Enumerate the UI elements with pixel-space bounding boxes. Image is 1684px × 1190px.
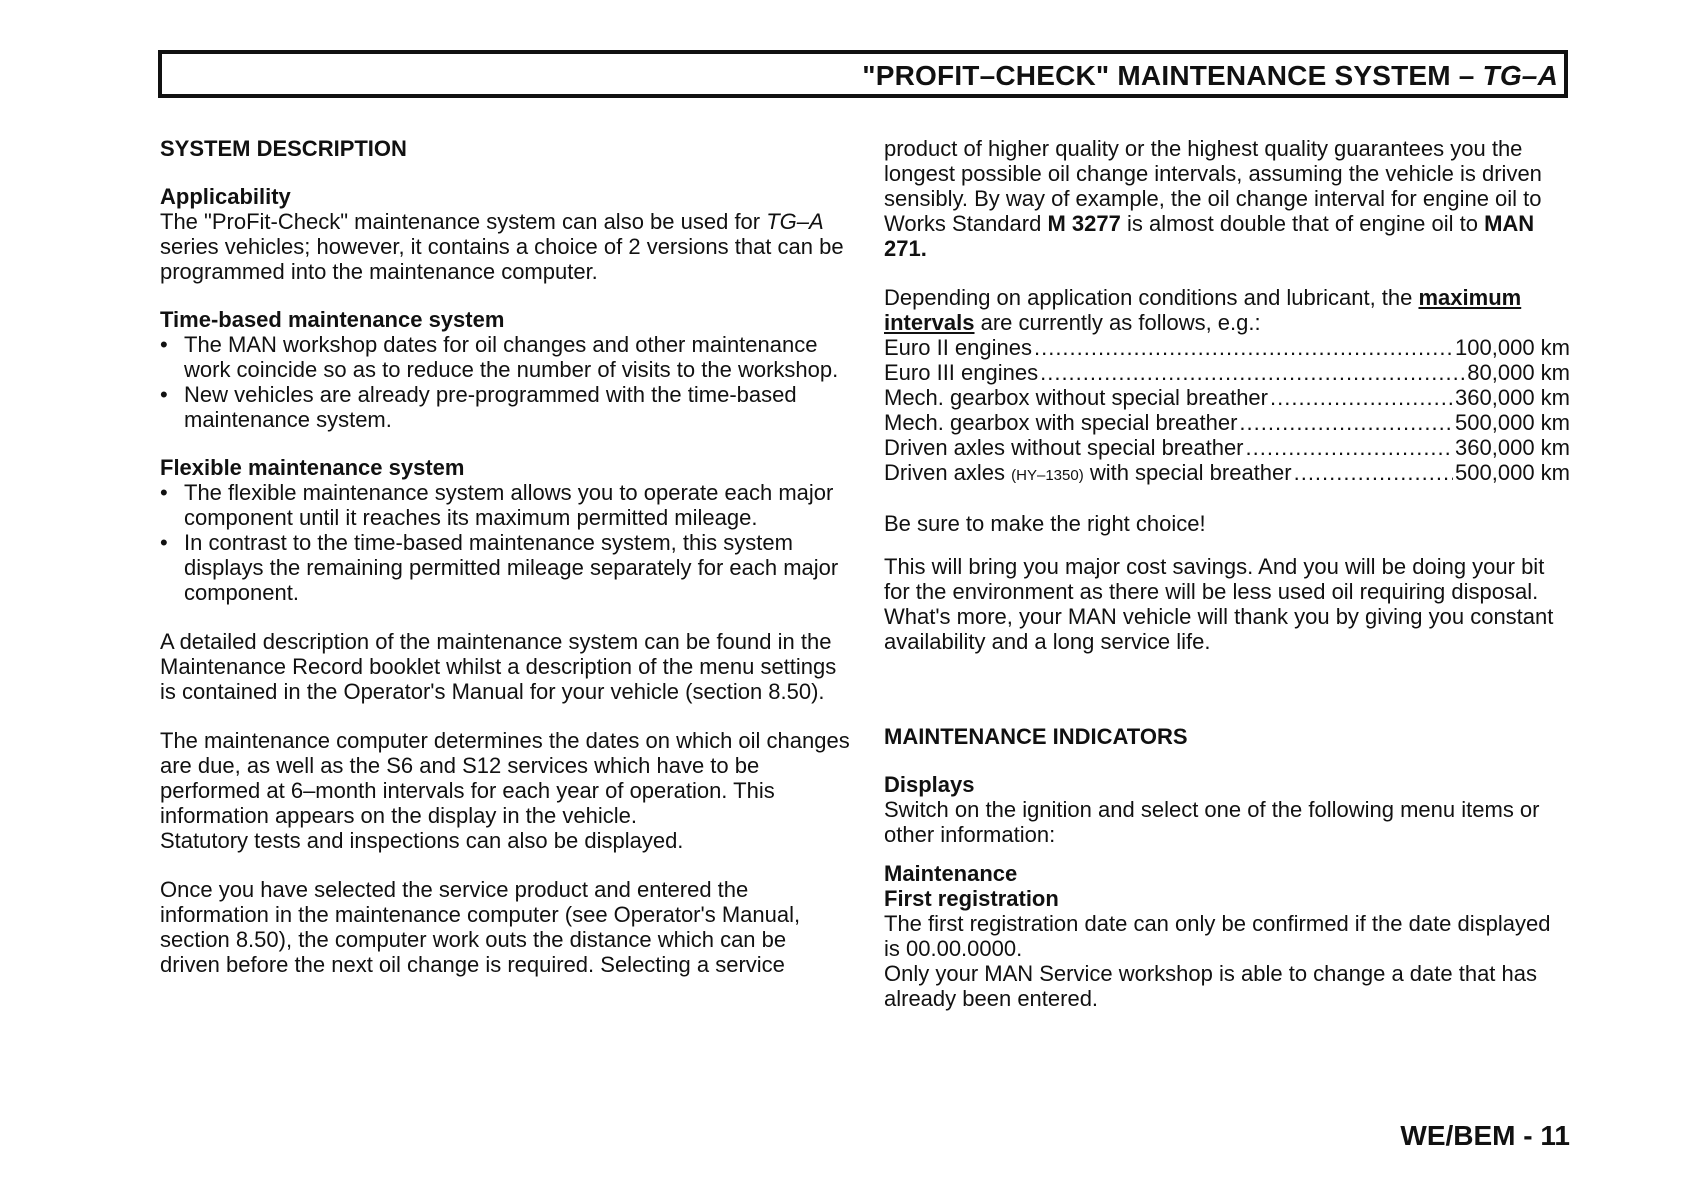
interval-value: 500,000 km <box>1455 410 1570 435</box>
subheading-applicability: Applicability <box>160 184 291 209</box>
paragraph-change-date: Only your MAN Service workshop is able to change a date that has already been entered. <box>884 961 1538 1011</box>
interval-label: Mech. gearbox without special breather <box>884 385 1268 410</box>
interval-label: Mech. gearbox with special breather <box>884 410 1238 435</box>
list-item: • The flexible maintenance system allows you to operate each major component until it reaches its maximum permitted mileage. <box>160 480 850 530</box>
time-based-list <box>160 332 850 432</box>
subheading-flexible: Flexible maintenance system <box>160 455 465 480</box>
page-header-title: "PROFIT–CHECK" MAINTENANCE SYSTEM – TG–A <box>862 60 1558 91</box>
interval-value: 360,000 km <box>1455 385 1570 410</box>
interval-row <box>884 360 1570 385</box>
subheading-displays: Displays <box>884 772 975 797</box>
paragraph-service-product: Once you have selected the service product and entered the information in the maintenance computer (see Operator's Manual, section 8.50), the computer work outs the distance which can be driven before the next oil change is required. Selecting a service <box>160 877 801 977</box>
paragraph-cost-savings: This will bring you major cost savings. And you will be doing your bit for the environment as there will be less used oil requiring disposal. What's more, your MAN vehicle will thank you by giving you constant availability and a long service life. <box>884 554 1554 654</box>
paragraph-maximum-intervals: Depending on application conditions and lubricant, the maximum intervals are currently as follows, e.g.: <box>884 285 1522 335</box>
list-item: • In contrast to the time-based maintenance system, this system displays the remaining permitted mileage separately for each major component. <box>160 530 850 605</box>
page-header-box <box>158 50 1568 98</box>
paragraph-detailed-description: A detailed description of the maintenance system can be found in the Maintenance Record booklet whilst a description of the menu settings is contained in the Operator's Manual for your vehicle (section 8.50). <box>160 629 837 704</box>
section-heading-maintenance-indicators: MAINTENANCE INDICATORS <box>884 724 1188 749</box>
paragraph-statutory-tests: Statutory tests and inspections can also be displayed. <box>160 828 684 853</box>
flexible-list <box>160 480 850 605</box>
paragraph-displays: Switch on the ignition and select one of the following menu items or other information: <box>884 797 1540 847</box>
interval-value: 360,000 km <box>1455 435 1570 460</box>
intervals-list <box>884 335 1570 488</box>
right-column <box>884 136 1570 1011</box>
subheading-maintenance: Maintenance <box>884 861 1018 886</box>
interval-label: Driven axles (HY–1350) with special breather <box>884 460 1292 485</box>
interval-row <box>884 435 1570 460</box>
interval-label: Euro III engines <box>884 360 1039 385</box>
left-column <box>160 136 850 977</box>
list-item: • The MAN workshop dates for oil changes and other maintenance work coincide so as to reduce the number of visits to the workshop. <box>160 332 850 382</box>
paragraph-first-registration: The first registration date can only be confirmed if the date displayed is 00.00.0000. <box>884 911 1551 961</box>
subheading-first-registration: First registration <box>884 886 1059 911</box>
paragraph-product-quality: product of higher quality or the highest quality guarantees you the longest possible oil change intervals, assuming the vehicle is driven sensibly. By way of example, the oil change interval for engine oil to Works Standard M 3277 is almost double that of engine oil to MAN 271. <box>884 136 1542 261</box>
interval-row <box>884 460 1570 488</box>
interval-row <box>884 335 1570 360</box>
paragraph-be-sure: Be sure to make the right choice! <box>884 511 1206 536</box>
interval-row <box>884 410 1570 435</box>
section-heading-system-description: SYSTEM DESCRIPTION <box>160 136 407 161</box>
list-item: • New vehicles are already pre-programmed with the time-based maintenance system. <box>160 382 850 432</box>
interval-value: 100,000 km <box>1455 335 1570 360</box>
interval-label: Driven axles without special breather <box>884 435 1244 460</box>
interval-value: 80,000 km <box>1467 360 1570 385</box>
page-number: WE/BEM - 11 <box>1400 1120 1570 1151</box>
paragraph-maintenance-computer: The maintenance computer determines the dates on which oil changes are due, as well as the S6 and S12 services which have to be performed at 6–month intervals for each year of operation. This information appears on the display in the vehicle. <box>160 728 850 828</box>
interval-row <box>884 385 1570 410</box>
subheading-time-based: Time-based maintenance system <box>160 307 505 332</box>
interval-value: 500,000 km <box>1455 460 1570 485</box>
interval-label: Euro II engines <box>884 335 1032 360</box>
applicability-paragraph: The "ProFit-Check" maintenance system can also be used for TG–A series vehicles; however, it contains a choice of 2 versions that can be programmed into the maintenance computer. <box>160 209 844 284</box>
